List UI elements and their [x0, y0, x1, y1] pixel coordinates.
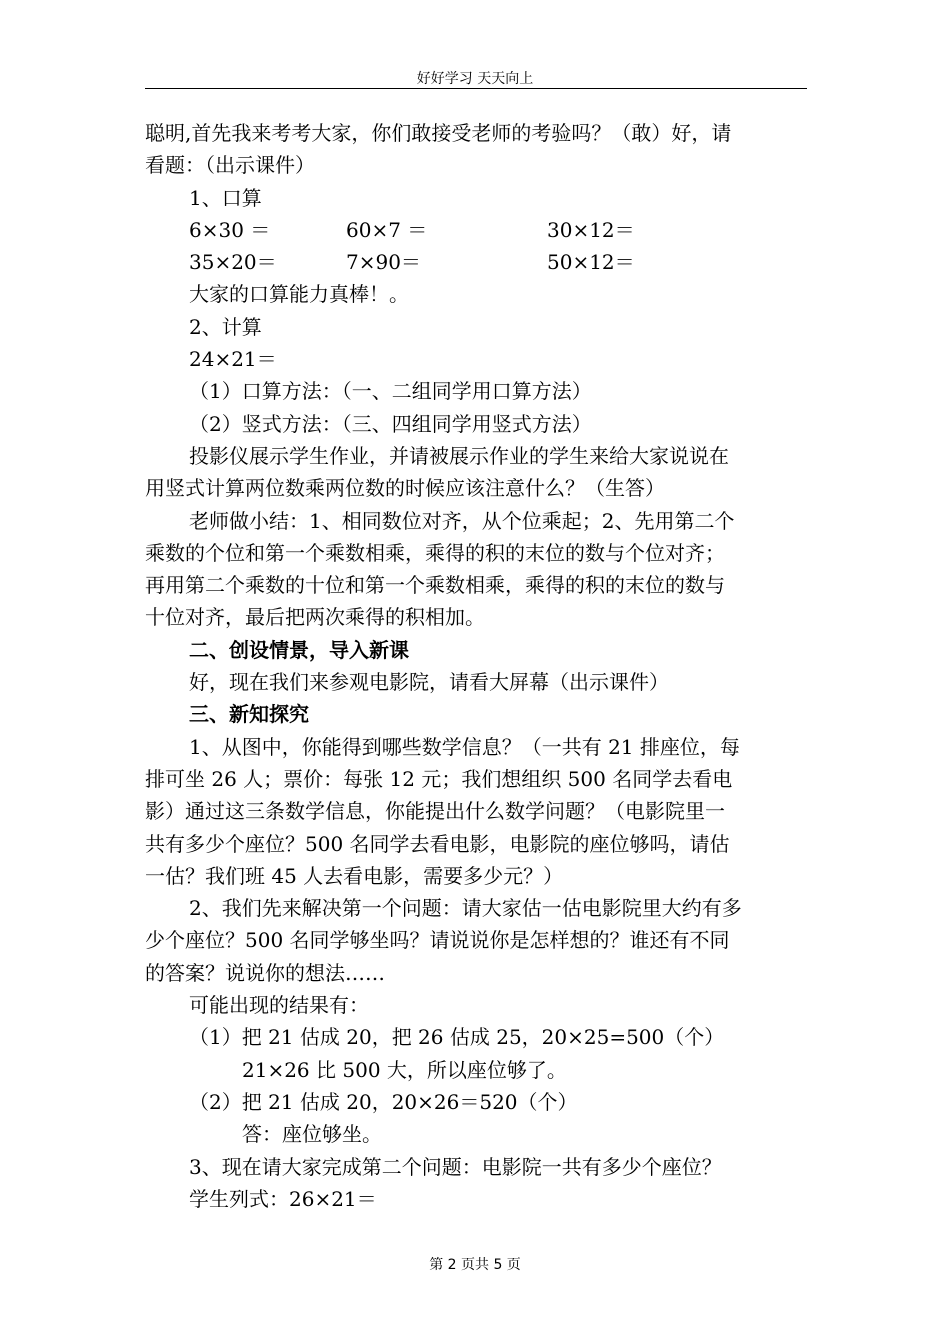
text-line: 大家的口算能力真棒！。 [189, 282, 409, 307]
text-line: 好，现在我们来参观电影院，请看大屏幕（出示课件） [189, 670, 669, 695]
header-rule [145, 88, 807, 89]
text-line: 可能出现的结果有： [189, 993, 369, 1018]
oral-item: 6×30 ＝ [189, 217, 271, 242]
text-line: （1）口算方法：（一、二组同学用口算方法） [189, 379, 592, 404]
text-line: 共有多少个座位？500 名同学去看电影，电影院的座位够吗，请估 [145, 831, 730, 856]
text-line: 影）通过这三条数学信息，你能提出什么数学问题？（电影院里一 [145, 799, 725, 824]
oral-row [145, 246, 807, 278]
oral-item: 30×12＝ [547, 217, 635, 242]
oral-item: 60×7 ＝ [346, 217, 428, 242]
text-line: 用竖式计算两位数乘两位数的时候应该注意什么？（生答） [145, 476, 665, 501]
text-line: （2）把 21 估成 20，20×26＝520（个） [189, 1089, 578, 1114]
section-heading: 二、创设情景，导入新课 [189, 637, 409, 662]
text-line: 2、我们先来解决第一个问题：请大家估一估电影院里大约有多 [189, 896, 742, 921]
text-line: 21×26 比 500 大，所以座位够了。 [242, 1057, 567, 1082]
text-line: 24×21＝ [189, 347, 277, 372]
text-line: 乘数的个位和第一个乘数相乘，乘得的积的末位的数与个位对齐； [145, 540, 725, 565]
text-line: 一估？我们班 45 人去看电影，需要多少元？） [145, 863, 564, 888]
section-heading: 三、新知探究 [189, 702, 309, 727]
text-line: 老师做小结：1、相同数位对齐，从个位乘起；2、先用第二个 [189, 508, 735, 533]
text-line: 再用第二个乘数的十位和第一个乘数相乘，乘得的积的末位的数与 [145, 573, 725, 598]
text-line: 答：座位够坐。 [242, 1122, 382, 1147]
oral-row [145, 214, 807, 246]
page-header: 好好学习 天天向上 [416, 71, 534, 87]
text-line: （1）把 21 估成 20，把 26 估成 25，20×25=500（个） [189, 1025, 725, 1050]
text-line: 十位对齐，最后把两次乘得的积相加。 [145, 605, 485, 630]
page-footer: 第 2 页共 5 页 [429, 1257, 521, 1273]
text-line: 投影仪展示学生作业，并请被展示作业的学生来给大家说说在 [189, 443, 729, 468]
text-line: 少个座位？500 名同学够坐吗？请说说你是怎样想的？谁还有不同 [145, 928, 730, 953]
text-line: 看题：（出示课件） [145, 153, 315, 178]
section-calc-heading: 2、计算 [189, 314, 262, 339]
text-line: 学生列式：26×21＝ [189, 1186, 377, 1211]
text-line: 3、现在请大家完成第二个问题：电影院一共有多少个座位？ [189, 1154, 722, 1179]
section-oral-heading: 1、口算 [189, 185, 262, 210]
oral-item: 35×20＝ [189, 250, 277, 275]
text-line: 排可坐 26 人；票价：每张 12 元；我们想组织 500 名同学去看电 [145, 766, 733, 791]
oral-item: 7×90＝ [346, 250, 421, 275]
document-body [145, 117, 807, 1215]
text-line: （2）竖式方法：（三、四组同学用竖式方法） [189, 411, 592, 436]
text-line: 1、从图中，你能得到哪些数学信息？（一共有 21 排座位，每 [189, 734, 740, 759]
text-line: 聪明,首先我来考考大家，你们敢接受老师的考验吗？（敢）好，请 [145, 121, 732, 145]
oral-item: 50×12＝ [547, 250, 635, 275]
text-line: 的答案？说说你的想法…… [145, 960, 385, 985]
